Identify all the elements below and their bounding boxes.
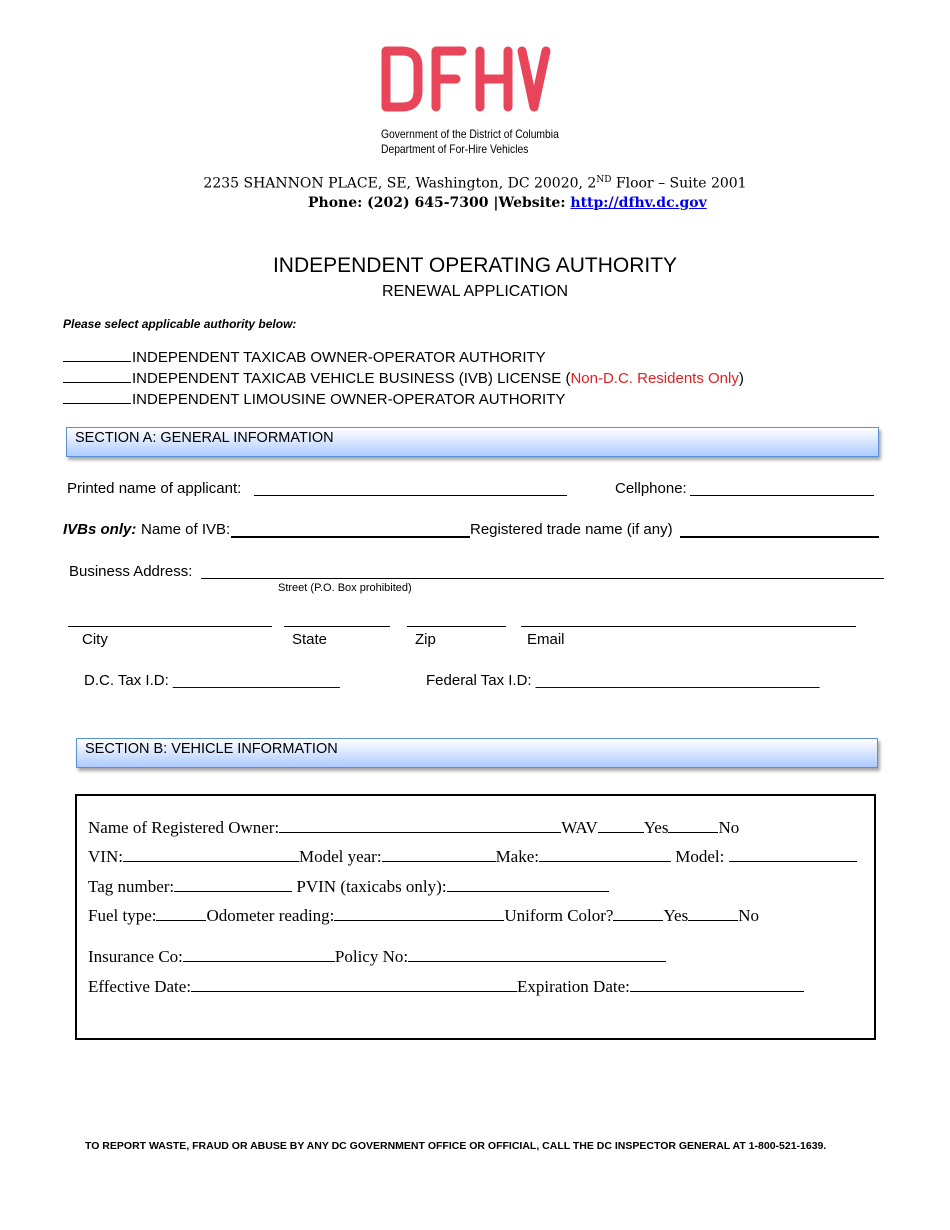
- option-ivb-license: INDEPENDENT TAXICAB VEHICLE BUSINESS (IVB) LICENSE (Non-D.C. Residents Only): [63, 368, 744, 387]
- model-field[interactable]: [729, 847, 857, 862]
- wav-yes-blank[interactable]: [598, 818, 644, 833]
- vehicle-row-fuel: Fuel type: Odometer reading: Uniform Color? Yes No: [88, 906, 760, 925]
- state-label: State: [292, 631, 328, 648]
- uniform-yes-blank[interactable]: [613, 906, 663, 921]
- section-b-header: SECTION B: VEHICLE INFORMATION: [76, 738, 878, 768]
- odometer-field[interactable]: [334, 906, 504, 921]
- section-a-header: SECTION A: GENERAL INFORMATION: [66, 427, 879, 457]
- vehicle-row-vin: VIN: Model year: Make: Model:: [88, 847, 857, 867]
- form-title: INDEPENDENT OPERATING AUTHORITY: [272, 254, 678, 277]
- model-year-field[interactable]: [382, 847, 496, 862]
- expiration-date-field[interactable]: [630, 977, 804, 992]
- pvin-field[interactable]: [447, 877, 609, 892]
- phone-label: Phone: (202) 645-7300 |Website:: [308, 195, 571, 211]
- form-subtitle: RENEWAL APPLICATION: [381, 283, 569, 300]
- trade-name-field[interactable]: [680, 536, 879, 538]
- business-address-field[interactable]: [201, 578, 884, 579]
- vehicle-row-insurance: Insurance Co: Policy No:: [88, 947, 666, 967]
- make-field[interactable]: [539, 847, 671, 862]
- policy-no-field[interactable]: [408, 947, 666, 962]
- city-label: City: [82, 631, 108, 648]
- wav-no-blank[interactable]: [668, 818, 718, 833]
- cellphone-label: Cellphone:: [615, 480, 687, 497]
- city-field[interactable]: [68, 626, 272, 627]
- business-address-label: Business Address:: [69, 563, 193, 580]
- org-line-2: Department of For-Hire Vehicles: [381, 142, 529, 156]
- dc-tax-id[interactable]: D.C. Tax I.D: ____________________: [84, 672, 340, 689]
- address: 2235 SHANNON PLACE, SE, Washington, DC 20020, 2ND Floor – Suite 2001: [203, 175, 747, 192]
- street-note: Street (P.O. Box prohibited): [278, 582, 412, 594]
- printed-name-field[interactable]: [254, 495, 567, 496]
- ivbs-only-label: IVBs only:: [63, 521, 137, 538]
- ivb-name-label: Name of IVB:: [141, 521, 231, 538]
- federal-tax-id[interactable]: Federal Tax I.D: __________________________________: [426, 672, 820, 689]
- email-label: Email: [527, 631, 565, 648]
- state-field[interactable]: [284, 626, 390, 627]
- select-instruction: Please select applicable authority below:: [63, 317, 297, 331]
- website-link[interactable]: http://dfhv.dc.gov: [570, 195, 707, 211]
- option-1-blank[interactable]: [63, 347, 131, 362]
- vehicle-row-owner: Name of Registered Owner: WAV Yes No: [88, 818, 740, 837]
- vehicle-row-tag: Tag number: PVIN (taxicabs only):: [88, 877, 609, 897]
- option-limousine-owner-operator: INDEPENDENT LIMOUSINE OWNER-OPERATOR AUTHORITY: [63, 389, 565, 408]
- vehicle-row-dates: Effective Date: Expiration Date:: [88, 977, 804, 997]
- uniform-no-blank[interactable]: [688, 906, 738, 921]
- printed-name-label: Printed name of applicant:: [67, 480, 242, 497]
- option-3-blank[interactable]: [63, 389, 131, 404]
- cellphone-field[interactable]: [690, 495, 874, 496]
- zip-label: Zip: [415, 631, 436, 648]
- email-field[interactable]: [521, 626, 856, 627]
- ivb-name-field[interactable]: [231, 536, 470, 538]
- registered-owner-field[interactable]: [279, 818, 561, 833]
- org-name: [381, 127, 559, 157]
- contact-line: [308, 195, 707, 211]
- insurance-co-field[interactable]: [183, 947, 335, 962]
- fraud-report-footer: TO REPORT WASTE, FRAUD OR ABUSE BY ANY DC GOVERNMENT OFFICE OR OFFICIAL, CALL THE DC INSPECTOR GENERAL AT 1-800-521-1639.: [85, 1140, 827, 1152]
- tag-number-field[interactable]: [174, 877, 292, 892]
- trade-name-label: Registered trade name (if any): [470, 521, 673, 538]
- fuel-type-field[interactable]: [156, 906, 206, 921]
- org-line-1: Government of the District of Columbia: [381, 127, 559, 141]
- dfhv-logo: [380, 45, 552, 113]
- option-2-blank[interactable]: [63, 368, 131, 383]
- zip-field[interactable]: [407, 626, 506, 627]
- vin-field[interactable]: [123, 847, 299, 862]
- option-taxicab-owner-operator: INDEPENDENT TAXICAB OWNER-OPERATOR AUTHORITY: [63, 347, 546, 366]
- effective-date-field[interactable]: [191, 977, 517, 992]
